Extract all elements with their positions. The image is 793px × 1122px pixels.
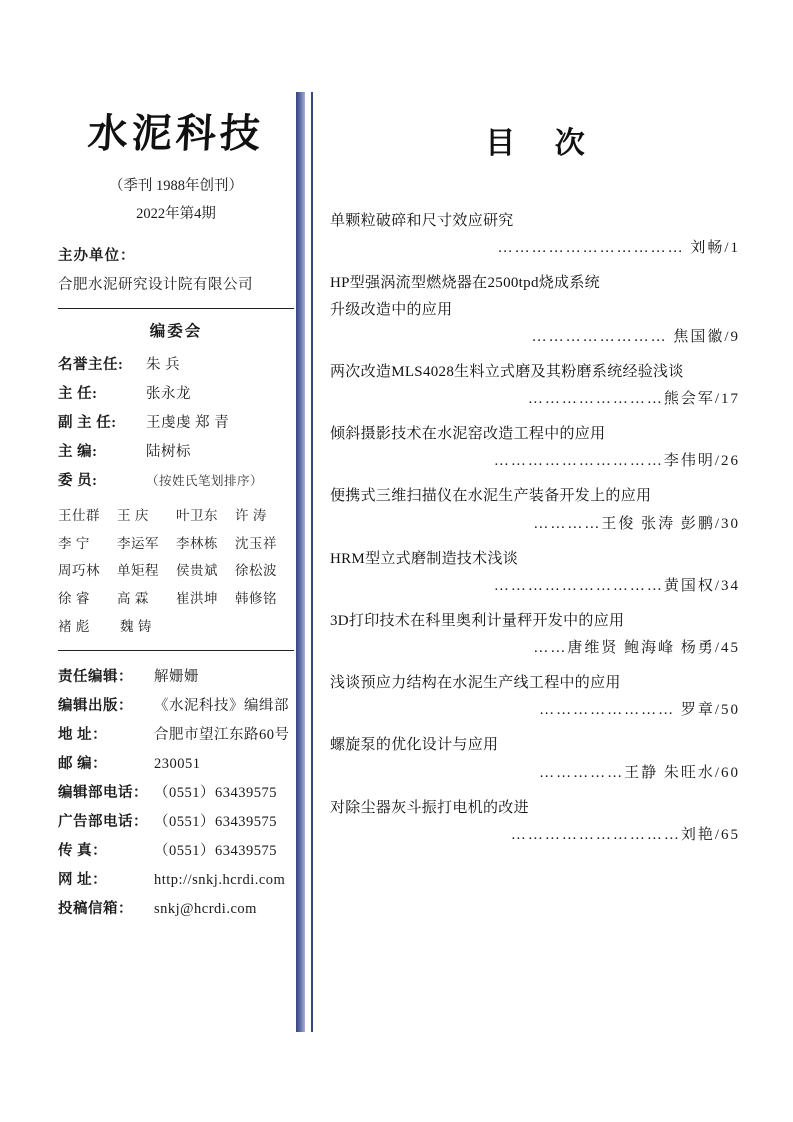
board-row-value: 张永龙: [146, 386, 191, 403]
contact-row: [58, 779, 294, 808]
toc-entry[interactable]: [330, 546, 740, 595]
editorial-board-title: 编委会: [149, 323, 203, 341]
board-member: 王仕群: [58, 508, 100, 524]
divider-rule-top: [58, 308, 294, 309]
board-row-key: 名誉主任:: [58, 357, 124, 374]
board-row: [58, 467, 294, 496]
table-of-contents: [330, 110, 740, 857]
board-row: [58, 409, 294, 438]
board-member: 王 庆: [117, 508, 149, 524]
toc-entry-authors: …………………………… 刘畅/1: [497, 240, 740, 257]
email-link[interactable]: snkj@hcrdi.com: [154, 901, 257, 918]
toc-entry[interactable]: [330, 670, 740, 719]
masthead-column: [58, 96, 294, 924]
contact-row-key: 投稿信箱：: [58, 901, 133, 918]
toc-entry-title: 两次改造MLS4028生料立式磨及其粉磨系统经验浅谈: [330, 363, 684, 380]
toc-entry-title: 浅谈预应力结构在水泥生产线工程中的应用: [330, 675, 621, 691]
board-row-value: 朱 兵: [146, 357, 181, 374]
toc-entry-authors: …………………………刘艳/65: [510, 826, 740, 843]
board-member: 李运军: [117, 535, 159, 551]
contact-row: [58, 663, 294, 692]
board-row-value: （按姓氏笔划排序）: [146, 474, 264, 489]
toc-entry[interactable]: [330, 270, 740, 346]
board-member: 崔洪坤: [176, 591, 218, 607]
toc-entry-title: 对除尘器灰斗振打电机的改进: [330, 799, 529, 816]
toc-entry-title: 单颗粒破碎和尺寸效应研究: [330, 213, 514, 229]
contact-row-key: 广告部电话：: [58, 814, 148, 831]
toc-entry[interactable]: [330, 421, 740, 470]
contact-row: [58, 866, 294, 895]
vertical-divider-bar: [296, 92, 305, 1032]
contact-row: [58, 692, 294, 721]
board-member: 叶卫东: [176, 508, 218, 524]
toc-entry-authors: ……………王静 朱旺水/60: [539, 764, 740, 781]
board-member: 侯贵斌: [176, 563, 218, 579]
board-row-key: 委 员:: [58, 473, 98, 490]
toc-entry[interactable]: [330, 483, 740, 532]
toc-entry[interactable]: [330, 208, 740, 257]
toc-entry-title: 3D打印技术在科里奥利计量秤开发中的应用: [330, 612, 625, 629]
toc-entry-title: HP型强涡流型燃烧器在2500tpd烧成系统: [330, 275, 600, 292]
contact-row-value: 解姗姗: [154, 669, 199, 686]
board-member: 高 霖: [117, 591, 149, 607]
contact-row: [58, 721, 294, 750]
contact-row: [58, 837, 294, 866]
board-member: 褚 彪: [58, 618, 90, 634]
board-members-row: [58, 557, 294, 585]
toc-entry-authors: ……唐维贤 鲍海峰 杨勇/45: [533, 640, 740, 656]
board-members-row: [58, 585, 294, 613]
contact-row-value: 230051: [154, 756, 201, 773]
board-row: [58, 351, 294, 380]
contact-row-value: （0551）63439575: [154, 785, 277, 802]
board-row-key: 主 任:: [58, 386, 98, 403]
contact-row-key: 传 真：: [58, 843, 108, 860]
board-member: 徐 睿: [58, 591, 90, 607]
sponsor-block: [58, 242, 294, 300]
journal-issue: 2022年第4期: [136, 205, 216, 222]
vertical-divider-line: [311, 92, 313, 1032]
contact-block: [58, 663, 294, 924]
board-members-row: [58, 530, 294, 558]
board-member: 许 涛: [235, 508, 267, 524]
board-row-key: 主 编:: [58, 444, 98, 461]
contact-row-value: （0551）63439575: [154, 814, 277, 831]
board-member: 徐松波: [235, 563, 277, 579]
toc-entry-title: 螺旋泵的优化设计与应用: [330, 737, 499, 754]
toc-entry-authors: …………王俊 张涛 彭鹏/30: [533, 515, 740, 532]
contact-row-value: 《水泥科技》编缉部: [154, 698, 289, 715]
contact-row-key: 网 址：: [58, 872, 108, 889]
toc-entry[interactable]: [330, 732, 740, 781]
contact-row-value: 合肥市望江东路60号: [154, 727, 290, 744]
sponsor-label: 主办单位：: [58, 248, 136, 265]
toc-entry[interactable]: [330, 359, 740, 408]
board-member: 周巧林: [58, 563, 100, 579]
sponsor-name: 合肥水泥研究设计院有限公司: [58, 277, 253, 294]
board-row: [58, 438, 294, 467]
editorial-board-rows: [58, 351, 294, 496]
board-row-value: 陆树标: [146, 444, 191, 461]
toc-entry-authors: ……………………熊会军/17: [527, 391, 740, 407]
toc-entry[interactable]: [330, 608, 740, 657]
contact-row: [58, 750, 294, 779]
board-row-value: 王虔虔 郑 青: [146, 415, 230, 432]
divider-rule-bottom: [58, 650, 294, 651]
journal-frequency: （季刊 1988年创刊）: [108, 178, 244, 194]
board-member: 单矩程: [117, 563, 159, 579]
toc-entry[interactable]: [330, 795, 740, 844]
board-member: 魏 铸: [120, 618, 152, 634]
website-link[interactable]: http://snkj.hcrdi.com: [154, 872, 286, 889]
contact-row-key: 地 址：: [58, 727, 108, 744]
board-member: 李林栋: [176, 535, 218, 551]
toc-entry-title: 倾斜摄影技术在水泥窑改造工程中的应用: [330, 426, 606, 442]
board-row: [58, 380, 294, 409]
contact-row: [58, 895, 294, 924]
toc-entry-authors: …………………………李伟明/26: [493, 453, 740, 470]
board-members-row: [58, 613, 294, 641]
contact-row-key: 责任编辑：: [58, 669, 133, 686]
toc-entry-title: 便携式三维扫描仪在水泥生产装备开发上的应用: [330, 488, 652, 505]
board-row-key: 副 主 任:: [58, 415, 117, 432]
contact-row-key: 编辑出版：: [58, 698, 133, 715]
contact-row-key: 邮 编：: [58, 756, 108, 773]
journal-title: 水泥科技: [86, 110, 266, 157]
board-members-list: [58, 502, 294, 640]
contact-row: [58, 808, 294, 837]
toc-title: 目 次: [485, 127, 601, 160]
toc-entry-title: HRM型立式磨制造技术浅谈: [330, 550, 519, 567]
board-members-row: [58, 502, 294, 530]
toc-entry-authors: …………………… 罗章/50: [539, 702, 740, 719]
contact-row-key: 编辑部电话：: [58, 785, 148, 802]
toc-entry-title-cont: 升级改造中的应用: [330, 301, 453, 318]
contact-row-value: （0551）63439575: [154, 843, 277, 860]
board-member: 沈玉祥: [235, 535, 277, 551]
toc-entry-authors: …………………………黄国权/34: [493, 577, 740, 594]
board-member: 李 宁: [58, 535, 90, 551]
board-member: 韩修铭: [235, 591, 277, 607]
toc-entry-authors: …………………… 焦国徽/9: [531, 328, 740, 345]
